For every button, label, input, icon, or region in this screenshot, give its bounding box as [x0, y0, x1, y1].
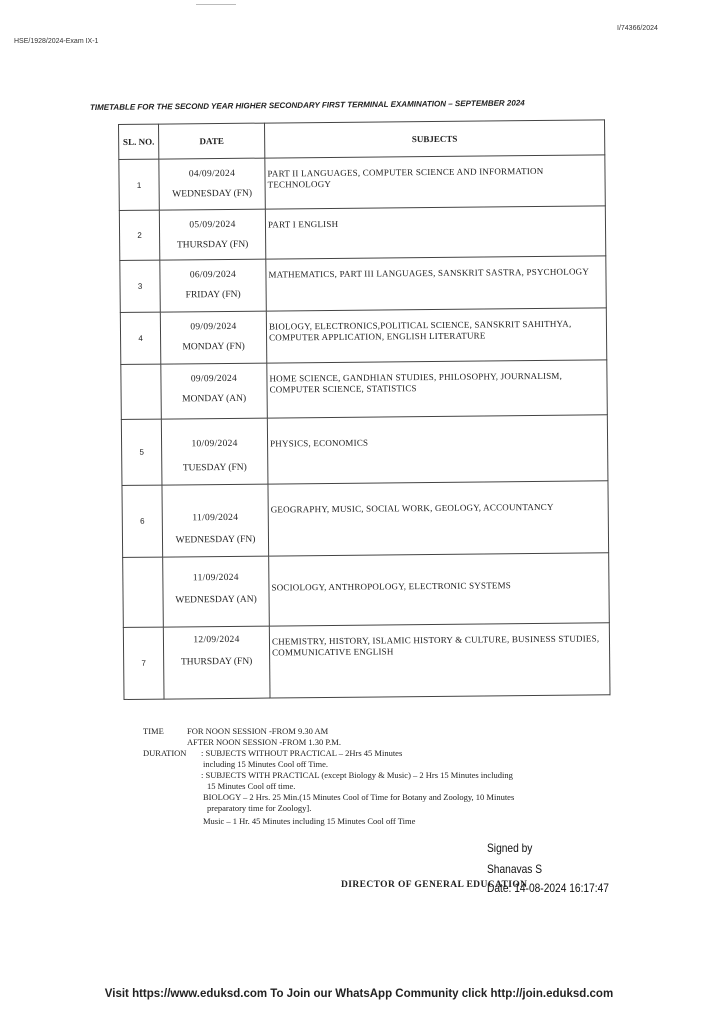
row-day: WEDNESDAY (FN) — [172, 188, 253, 200]
document-title: TIMETABLE FOR THE SECOND YEAR HIGHER SECONDARY FIRST TERMINAL EXAMINATION – SEPTEMBER 2024 — [89, 98, 525, 112]
row-sl: 6 — [122, 485, 163, 557]
row-day: FRIDAY (FN) — [185, 289, 241, 301]
row-date: 11/09/2024 — [192, 572, 239, 584]
row-subjects: HOME SCIENCE, GANDHIAN STUDIES, PHILOSOPHY, JOURNALISM, COMPUTER SCIENCE, STATISTICS — [267, 360, 608, 418]
table-row — [120, 308, 606, 365]
duration-with-practical: : SUBJECTS WITH PRACTICAL (except Biology & Music) – 2 Hrs 15 Minutes including — [201, 770, 513, 780]
row-date: 10/09/2024 — [191, 438, 238, 450]
timing-info — [143, 726, 515, 827]
row-sl — [121, 364, 162, 419]
row-date: 11/09/2024 — [192, 512, 239, 524]
row-date-cell — [163, 556, 270, 627]
duration-biology: BIOLOGY – 2 Hrs. 25 Min.(15 Minutes Cool of Time for Botany and Zoology, 10 Minutes — [203, 792, 515, 802]
row-date-cell — [160, 311, 266, 364]
duration-music: Music – 1 Hr. 45 Minutes including 15 Minutes Cool off Time — [203, 816, 416, 826]
row-date: 12/09/2024 — [193, 634, 240, 646]
row-date-cell — [161, 418, 268, 485]
time-label: TIME — [143, 726, 164, 736]
row-subjects: PHYSICS, ECONOMICS — [267, 415, 608, 484]
table-row — [123, 623, 610, 700]
row-date-cell — [160, 259, 266, 312]
row-day: THURSDAY (FN) — [180, 656, 253, 668]
row-subjects: CHEMISTRY, HISTORY, ISLAMIC HISTORY & CULTURE, BUSINESS STUDIES, COMMUNICATIVE ENGLISH — [269, 623, 610, 698]
afternoon-session: AFTER NOON SESSION -FROM 1.30 P.M. — [187, 737, 341, 747]
table-row — [122, 481, 609, 558]
row-date: 04/09/2024 — [188, 168, 236, 180]
row-subjects: MATHEMATICS, PART III LANGUAGES, SANSKRIT SASTRA, PSYCHOLOGY — [266, 256, 606, 311]
row-day: THURSDAY (FN) — [176, 239, 249, 251]
table-row — [119, 155, 605, 211]
row-sl: 5 — [121, 419, 162, 485]
signature-date: Date: 14-08-2024 16:17:47 — [487, 881, 609, 895]
row-date: 09/09/2024 — [190, 321, 237, 333]
row-sl: 4 — [120, 312, 160, 364]
row-date-cell — [159, 158, 265, 210]
row-date: 05/09/2024 — [189, 219, 236, 231]
table-row — [121, 360, 608, 420]
scan-mark — [196, 4, 236, 5]
table-row — [119, 206, 605, 261]
header-sl-no: SL. NO. — [119, 124, 159, 159]
row-subjects: GEOGRAPHY, MUSIC, SOCIAL WORK, GEOLOGY, ACCOUNTANCY — [268, 481, 609, 556]
row-subjects: SOCIOLOGY, ANTHROPOLOGY, ELECTRONIC SYSTEMS — [269, 553, 610, 626]
duration-with-practical-note: 15 Minutes Cool off time. — [207, 781, 296, 791]
footer-banner: Visit https://www.eduksd.com To Join our WhatsApp Community click http://join.eduksd.com — [104, 988, 614, 1000]
table-row — [123, 553, 610, 628]
row-sl: 2 — [119, 210, 159, 260]
row-sl: 1 — [119, 159, 159, 210]
row-sl: 7 — [123, 627, 164, 699]
reference-number-left: HSE/1928/2024-Exam IX-1 — [14, 38, 99, 45]
row-date-cell — [161, 363, 268, 419]
duration-without-practical-note: including 15 Minutes Cool off Time. — [203, 759, 328, 769]
header-subjects: SUBJECTS — [264, 120, 604, 158]
signed-by: Signed by — [487, 841, 533, 855]
timetable — [118, 119, 611, 700]
duration-label: DURATION — [143, 748, 187, 758]
duration-without-practical: : SUBJECTS WITHOUT PRACTICAL – 2Hrs 45 Minutes — [201, 748, 403, 758]
duration-biology-note: preparatory time for Zoology]. — [207, 803, 312, 813]
row-day: TUESDAY (FN) — [182, 462, 247, 474]
row-day: MONDAY (FN) — [182, 341, 245, 353]
row-sl: 3 — [120, 260, 160, 312]
row-date-cell — [163, 626, 270, 699]
noon-session: FOR NOON SESSION -FROM 9.30 AM — [187, 726, 329, 736]
row-day: WEDNESDAY (AN) — [175, 594, 257, 606]
row-date-cell — [162, 484, 269, 557]
table-header-row — [119, 120, 605, 160]
header-date: DATE — [159, 123, 265, 159]
row-subjects: PART I ENGLISH — [265, 206, 605, 259]
row-date-cell — [159, 209, 265, 260]
table-row — [121, 415, 608, 486]
director-designation: DIRECTOR OF GENERAL EDUCATION — [341, 880, 528, 890]
table-row — [120, 256, 606, 313]
row-sl — [123, 557, 164, 627]
signer-name: Shanavas S — [487, 862, 543, 876]
row-date: 06/09/2024 — [189, 269, 237, 281]
row-subjects: BIOLOGY, ELECTRONICS,POLITICAL SCIENCE, SANSKRIT SAHITHYA, COMPUTER APPLICATION, ENGLISH LITERATURE — [266, 308, 606, 363]
row-day: MONDAY (AN) — [182, 393, 247, 405]
row-day: WEDNESDAY (FN) — [175, 534, 256, 546]
row-date: 09/09/2024 — [190, 373, 238, 385]
timetable-table — [118, 119, 611, 700]
reference-number-right: I/74366/2024 — [617, 25, 658, 32]
row-subjects: PART II LANGUAGES, COMPUTER SCIENCE AND INFORMATION TECHNOLOGY — [265, 155, 605, 209]
